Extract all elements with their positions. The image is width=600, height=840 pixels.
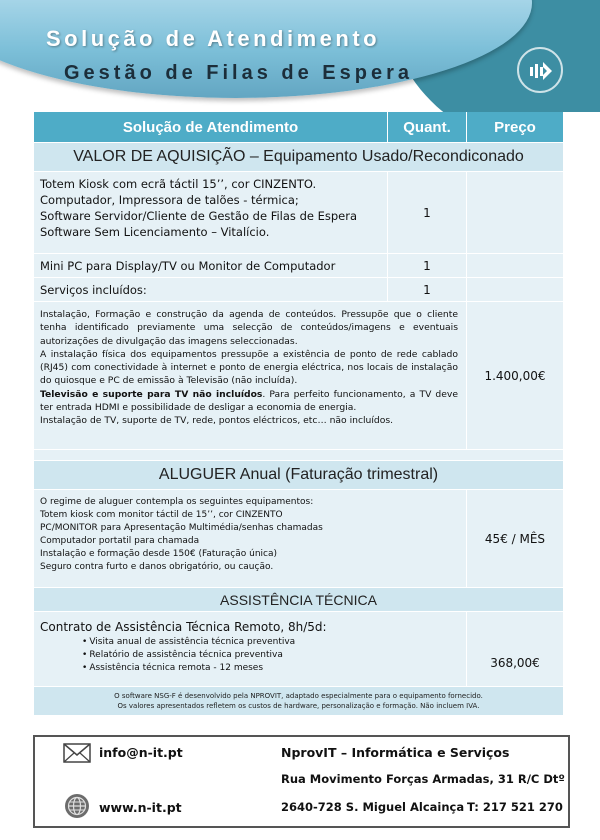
company-address: Rua Movimento Forças Armadas, 31 R/C Dtº <box>281 772 565 786</box>
rental-line: Computador portatil para chamada <box>40 536 200 546</box>
section-assistance-title: ASSISTÊNCIA TÉCNICA <box>34 588 563 612</box>
globe-icon <box>64 793 90 819</box>
row1-line: Software Servidor/Cliente de Gestão de Filas de Espera <box>40 209 358 223</box>
rental-line: Seguro contra furto e danos obrigatório, ou caução. <box>40 562 274 572</box>
row3-quantity: 1 <box>388 278 467 301</box>
table-row <box>34 172 563 254</box>
section-rental-title: ALUGUER Anual (Faturação trimestral) <box>34 461 563 490</box>
rental-line: Instalação e formação desde 150€ (Faturação única) <box>40 549 278 559</box>
website-link[interactable]: www.n-it.pt <box>99 800 182 815</box>
table-row <box>34 612 563 687</box>
section-acquisition-title: VALOR DE AQUISIÇÃO – Equipamento Usado/Recondiconado <box>34 143 563 172</box>
page-header <box>0 0 600 112</box>
services-paragraph: A instalação física dos equipamentos pressupõe a existência de ponto de rede cablado (RJ45) com conectividade à internet e ponto de energia eléctrica, nos locais de instalação do quiosque e PC de emissão à Televisão (não incluída). <box>40 348 458 387</box>
row1-line: Computador, Impressora de talões - térmica; <box>40 193 299 207</box>
spacer-row <box>34 450 563 461</box>
col-header-quantity: Quant. <box>388 112 467 142</box>
company-phone[interactable]: T: 217 521 270 <box>467 800 563 814</box>
col-header-solution: Solução de Atendimento <box>34 112 388 142</box>
services-paragraph: Instalação de TV, suporte de TV, rede, pontos eléctricos, etc… não incluídos. <box>40 415 394 427</box>
services-bold-note: Televisão e suporte para TV não incluídos <box>40 388 263 400</box>
assistance-price: 368,00€ <box>467 612 563 686</box>
rental-line: O regime de aluguer contempla os seguintes equipamentos: <box>40 497 314 507</box>
row1-line: Software Sem Licenciamento – Vitalício. <box>40 225 270 239</box>
nprovit-logo-icon <box>517 47 563 93</box>
page-title: Solução de Atendimento <box>46 26 381 51</box>
row3-description: Serviços incluídos: <box>34 278 388 301</box>
assistance-description <box>34 612 467 686</box>
table-row <box>34 278 563 302</box>
col-header-price: Preço <box>494 118 536 136</box>
row1-quantity: 1 <box>388 172 467 253</box>
contact-box <box>33 735 570 828</box>
list-item: • Relatório de assistência técnica preventiva <box>82 649 466 662</box>
rental-price: 45€ / MÊS <box>467 490 563 587</box>
row2-description: Mini PC para Display/TV ou Monitor de Computador <box>34 254 388 277</box>
acquisition-price: 1.400,00€ <box>467 302 563 449</box>
row1-line: Totem Kiosk com ecrã táctil 15’’, cor CINZENTO. <box>40 177 317 191</box>
footnote <box>34 687 563 715</box>
row1-description <box>34 172 388 253</box>
row1-price <box>467 172 563 253</box>
list-item: • Assistência técnica remota - 12 meses <box>82 662 466 675</box>
services-note: . Para perfeito funcionamento, a TV deve ter entrada HDMI e possibilidade de desligar a economia de energia. <box>40 388 458 414</box>
rental-line: PC/MONITOR para Apresentação Multimédia/senhas chamadas <box>40 523 323 533</box>
list-item: • Visita anual de assistência técnica preventiva <box>82 636 466 649</box>
company-name: NprovIT – Informática e Serviços <box>281 745 510 760</box>
footnote-line: Os valores apresentados refletem os custos de hardware, personalização e formação. Não incluem IVA. <box>117 702 480 710</box>
table-row <box>34 254 563 278</box>
services-paragraph <box>40 388 458 415</box>
assistance-title: Contrato de Assistência Técnica Remoto, 8h/5d: <box>40 620 327 634</box>
price-table <box>34 112 563 715</box>
email-link[interactable]: info@n-it.pt <box>99 745 183 760</box>
rental-line: Totem kiosk com monitor táctil de 15’’, cor CINZENTO <box>40 510 283 520</box>
row2-price <box>467 254 563 277</box>
row3-price <box>467 278 563 301</box>
table-header-row <box>34 112 563 143</box>
rental-description <box>34 490 467 587</box>
row2-quantity: 1 <box>388 254 467 277</box>
page-subtitle: Gestão de Filas de Espera <box>64 62 413 84</box>
services-paragraph: Instalação, Formação e construção da agenda de conteúdos. Pressupõe que o cliente tenha identificado previamente uma selecção de conteúdos/imagens e eventuais autorizações de divulgação das imagens seleccionadas. <box>40 309 458 347</box>
assistance-bullets <box>40 636 466 675</box>
envelope-icon <box>63 743 91 763</box>
table-row <box>34 302 563 450</box>
table-row <box>34 490 563 588</box>
footnote-line: O software NSG-F é desenvolvido pela NPROVIT, adaptado especialmente para o equipamento fornecido. <box>114 692 483 700</box>
services-description <box>34 302 467 449</box>
company-city: 2640-728 S. Miguel Alcainça <box>281 800 465 814</box>
